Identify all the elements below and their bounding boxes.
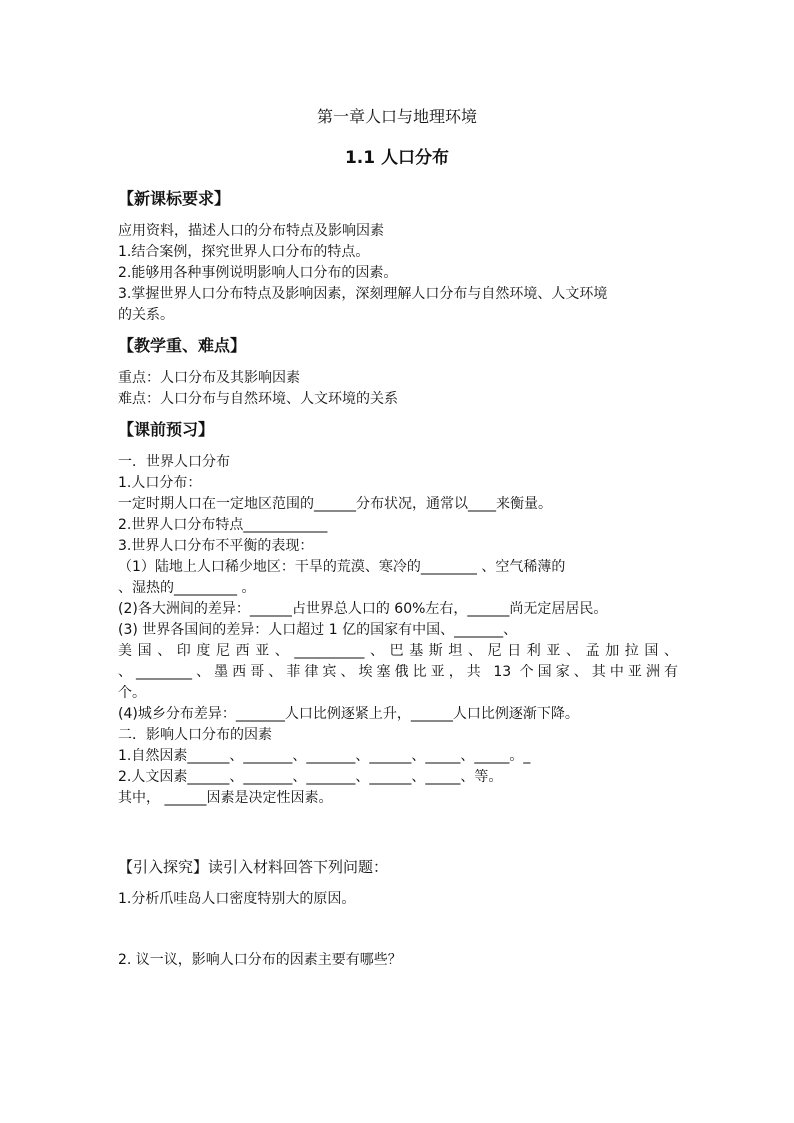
preview-line: （1）陆地上人口稀少地区：干旱的荒漠、寒冷的________ 、空气稀薄的 <box>118 559 566 575</box>
preview-line: 3.世界人口分布不平衡的表现： <box>118 538 314 554</box>
heading-inquiry: 【引入探究】读引入材料回答下列问题： <box>118 858 389 876</box>
preview-line: (4)城乡分布差异：_______人口比例逐紧上升，______人口比例逐渐下降。 <box>118 706 579 722</box>
curriculum-line: 1.结合案例，探究世界人口分布的特点。 <box>118 244 370 260</box>
curriculum-line: 应用资料，描述人口的分布特点及影响因素 <box>118 223 384 239</box>
curriculum-line: 2.能够用各种事例说明影响人口分布的因素。 <box>118 265 398 281</box>
curriculum-line: 3.掌握世界人口分布特点及影响因素，深刻理解人口分布与自然环境、人文环境 <box>118 286 608 302</box>
curriculum-line: 的关系。 <box>118 307 174 323</box>
preview-line: 一定时期人口在一定地区范围的______分布状况，通常以____来衡量。 <box>118 496 552 512</box>
preview-line: (2)各大洲间的差异：______占世界总人口的 60%左右，______尚无定居居民。 <box>118 601 608 617</box>
preview-line: 、________、墨西哥、菲律宾、埃塞俄比亚，共 13 个国家、其中亚洲有 <box>118 664 678 680</box>
chapter-title: 第一章人口与地理环境 <box>316 107 477 126</box>
preview-line: 个。 <box>118 685 146 701</box>
section-title: 1.1 人口分布 <box>344 148 450 168</box>
preview-line: 、湿热的_________ 。 <box>118 580 256 596</box>
inquiry-question: 1.分析爪哇岛人口密度特别大的原因。 <box>118 891 356 907</box>
preview-line: 2.世界人口分布特点____________ <box>118 517 328 533</box>
preview-line: 1.人口分布： <box>118 475 202 491</box>
preview-line: 美国、印度尼西亚、__________、巴基斯坦、尼日利亚、孟加拉国、 <box>118 643 678 659</box>
preview-line: 二．影响人口分布的因素 <box>118 727 272 743</box>
heading-curriculum: 【新课标要求】 <box>118 189 231 208</box>
key-point-line: 难点：人口分布与自然环境、人文环境的关系 <box>118 391 398 407</box>
preview-line: 其中， ______因素是决定性因素。 <box>118 790 333 806</box>
preview-line: 一．世界人口分布 <box>118 454 230 470</box>
preview-line: 1.自然因素______、_______、_______、______、_____、_____。_ <box>118 748 531 764</box>
inquiry-question: 2. 议一议，影响人口分布的因素主要有哪些？ <box>118 952 402 968</box>
preview-line: (3) 世界各国间的差异：人口超过 1 亿的国家有中国、_______、 <box>118 622 518 638</box>
heading-preview: 【课前预习】 <box>118 420 215 439</box>
preview-line: 2.人文因素______、_______、_______、______、_____、等。 <box>118 769 503 785</box>
heading-key-points: 【教学重、难点】 <box>118 336 247 355</box>
key-point-line: 重点：人口分布及其影响因素 <box>118 370 300 386</box>
